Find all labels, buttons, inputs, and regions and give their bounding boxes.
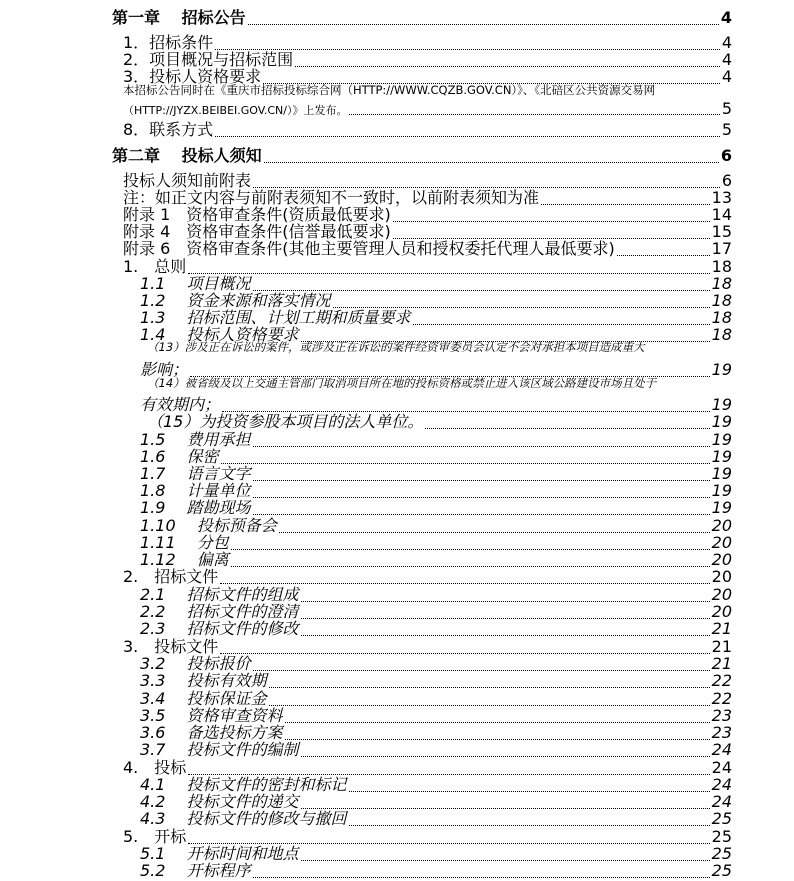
toc-entry-label: 注：如正文内容与前附表须知不一致时，以前附表须知为准 bbox=[123, 188, 540, 207]
toc-entry-page: 23 bbox=[711, 706, 732, 725]
toc-entry-label: 3．投标人资格要求 bbox=[123, 67, 262, 86]
toc-entry-label: 1.4 投标人资格要求 bbox=[140, 325, 299, 344]
toc-entry-label-line1: （13）涉及正在诉讼的案件，或涉及正在诉讼的案件经资审委员会认定不会对承担本项目造成重大 bbox=[147, 340, 645, 354]
toc-entry-page: 19 bbox=[711, 481, 732, 500]
toc-entry-label: 2.2 招标文件的澄清 bbox=[140, 602, 299, 621]
toc-entry-label: 3.3 投标有效期 bbox=[140, 671, 267, 690]
toc-entry-label: 2.1 招标文件的组成 bbox=[140, 585, 299, 604]
toc-entry-label-line1: （14）被省级及以上交通主管部门取消项目所在地的投标资格或禁止进入该区域公路建设市场且处于 bbox=[147, 376, 657, 390]
toc-entry-page: 19 bbox=[711, 395, 732, 414]
toc-entry-page: 25 bbox=[711, 844, 732, 863]
toc-entry-page: 4 bbox=[721, 67, 732, 86]
toc-entry-label: 影响； bbox=[140, 360, 189, 379]
toc-entry-label: 1.12 偏离 bbox=[140, 550, 229, 569]
toc-entry-label: 4.3 投标文件的修改与撤回 bbox=[140, 809, 347, 828]
toc-entry[interactable] bbox=[140, 858, 732, 881]
toc-leader bbox=[215, 135, 720, 137]
toc-entry-label: 1.5 费用承担 bbox=[140, 430, 251, 449]
toc-entry-page: 18 bbox=[711, 274, 732, 293]
toc-entry-page: 19 bbox=[711, 360, 732, 379]
toc-entry-label: 4. 投标 bbox=[123, 758, 187, 777]
toc-entry-label-line1: 本招标公告同时在《重庆市招标投标综合网（HTTP://WWW.CQZB.GOV.CN）》、《北碚区公共资源交易网 bbox=[123, 83, 656, 97]
toc-entry-page: 22 bbox=[711, 671, 732, 690]
toc-entry-label: 3.6 备选投标方案 bbox=[140, 723, 283, 742]
toc-entry-label: 投标人须知前附表 bbox=[123, 171, 252, 190]
toc-entry-page: 20 bbox=[711, 516, 732, 535]
toc-entry-label: 2. 招标文件 bbox=[123, 567, 219, 586]
toc-entry-label: 3.5 资格审查资料 bbox=[140, 706, 283, 725]
toc-entry-page: 18 bbox=[711, 325, 732, 344]
toc-entry-label: 2.3 招标文件的修改 bbox=[140, 619, 299, 638]
toc-entry-label: 1．招标条件 bbox=[123, 33, 214, 52]
toc-entry[interactable] bbox=[112, 5, 732, 28]
toc-entry-page: 17 bbox=[711, 239, 732, 258]
toc-entry-page: 13 bbox=[711, 188, 732, 207]
toc-entry-page: 18 bbox=[711, 308, 732, 327]
toc-entry-page: 23 bbox=[711, 723, 732, 742]
toc-entry-page: 22 bbox=[711, 689, 732, 708]
toc-entry-page: 25 bbox=[711, 827, 732, 846]
toc-entry-page: 4 bbox=[721, 33, 732, 52]
toc-entry-page: 19 bbox=[711, 447, 732, 466]
toc-entry-page: 20 bbox=[711, 550, 732, 569]
toc-entry-page: 20 bbox=[711, 602, 732, 621]
toc-entry-page: 18 bbox=[711, 257, 732, 276]
toc-entry-label: 附录 1 资格审查条件(资质最低要求) bbox=[123, 205, 391, 224]
toc-entry-page: 21 bbox=[711, 654, 732, 673]
toc-entry-page: 18 bbox=[711, 291, 732, 310]
toc-entry-label: 1.2 资金来源和落实情况 bbox=[140, 291, 331, 310]
toc-entry-page: 21 bbox=[711, 637, 732, 656]
toc-entry-label: 1.6 保密 bbox=[140, 447, 219, 466]
toc-entry-label: 4.2 投标文件的递交 bbox=[140, 792, 299, 811]
toc-leader bbox=[248, 23, 719, 25]
toc-entry-page: 20 bbox=[711, 585, 732, 604]
toc-entry-label: 3.2 投标报价 bbox=[140, 654, 251, 673]
toc-entry-label: 3.7 投标文件的编制 bbox=[140, 740, 299, 759]
toc-entry-label: （HTTP://JYZX.BEIBEI.GOV.CN/）》上发布。 bbox=[123, 104, 348, 117]
toc-entry-label: 附录 4 资格审查条件(信誉最低要求) bbox=[123, 222, 391, 241]
toc-entry-page: 5 bbox=[721, 120, 732, 139]
toc-entry-label: （15）为投资参股本项目的法人单位。 bbox=[147, 412, 424, 431]
toc-entry-label: 第二章 投标人须知 bbox=[112, 146, 262, 165]
toc-entry-page: 25 bbox=[711, 809, 732, 828]
toc-entry-label: 1.11 分包 bbox=[140, 533, 229, 552]
toc-entry-page: 20 bbox=[711, 567, 732, 586]
toc-entry-label: 1.7 语言文字 bbox=[140, 464, 251, 483]
toc-entry-label: 第一章 招标公告 bbox=[112, 8, 246, 27]
toc-entry-page: 15 bbox=[711, 222, 732, 241]
toc-leader bbox=[253, 876, 710, 878]
toc-entry-page: 24 bbox=[711, 758, 732, 777]
toc-entry-page: 5 bbox=[721, 99, 732, 118]
toc-entry-label: 3. 投标文件 bbox=[123, 637, 219, 656]
toc-entry-label: 8．联系方式 bbox=[123, 120, 214, 139]
toc-entry-page: 6 bbox=[720, 146, 732, 165]
toc-entry[interactable] bbox=[123, 99, 732, 118]
toc-entry-label: 有效期内； bbox=[140, 395, 221, 414]
toc-entry-page: 19 bbox=[711, 464, 732, 483]
toc-entry-page: 14 bbox=[711, 205, 732, 224]
toc-entry-label: 附录 6 资格审查条件(其他主要管理人员和授权委托代理人最低要求) bbox=[123, 239, 615, 258]
toc-entry[interactable] bbox=[123, 117, 732, 140]
toc-entry-label: 5.1 开标时间和地点 bbox=[140, 844, 299, 863]
toc-entry-label: 2．项目概况与招标范围 bbox=[123, 50, 294, 69]
toc-entry-label: 4.1 投标文件的密封和标记 bbox=[140, 775, 347, 794]
toc-entry-page: 4 bbox=[720, 8, 732, 27]
toc-entry-label: 5. 开标 bbox=[123, 827, 187, 846]
toc-entry-label: 3.4 投标保证金 bbox=[140, 689, 267, 708]
toc-entry-page: 25 bbox=[711, 861, 732, 880]
toc-entry-label: 1.3 招标范围、计划工期和质量要求 bbox=[140, 308, 411, 327]
toc-entry-page: 4 bbox=[721, 50, 732, 69]
toc-entry-page: 6 bbox=[721, 171, 732, 190]
toc-entry-page: 19 bbox=[711, 412, 732, 431]
toc-entry-page: 24 bbox=[711, 792, 732, 811]
toc-entry-page: 24 bbox=[711, 740, 732, 759]
toc-entry-label: 1.1 项目概况 bbox=[140, 274, 251, 293]
toc-entry-label: 1.9 踏勘现场 bbox=[140, 498, 251, 517]
toc-entry-label: 5.2 开标程序 bbox=[140, 861, 251, 880]
toc-entry-page: 20 bbox=[711, 533, 732, 552]
toc-entry-page: 19 bbox=[711, 430, 732, 449]
toc-entry-page: 21 bbox=[711, 619, 732, 638]
toc-entry-page: 19 bbox=[711, 498, 732, 517]
toc-entry-label: 1. 总则 bbox=[123, 257, 187, 276]
toc-entry-label: 1.8 计量单位 bbox=[140, 481, 251, 500]
toc-entry[interactable] bbox=[112, 143, 732, 166]
toc-entry-label: 1.10 投标预备会 bbox=[140, 516, 277, 535]
toc-entry-page: 24 bbox=[711, 775, 732, 794]
toc-leader bbox=[264, 161, 719, 163]
toc-leader bbox=[349, 113, 719, 115]
